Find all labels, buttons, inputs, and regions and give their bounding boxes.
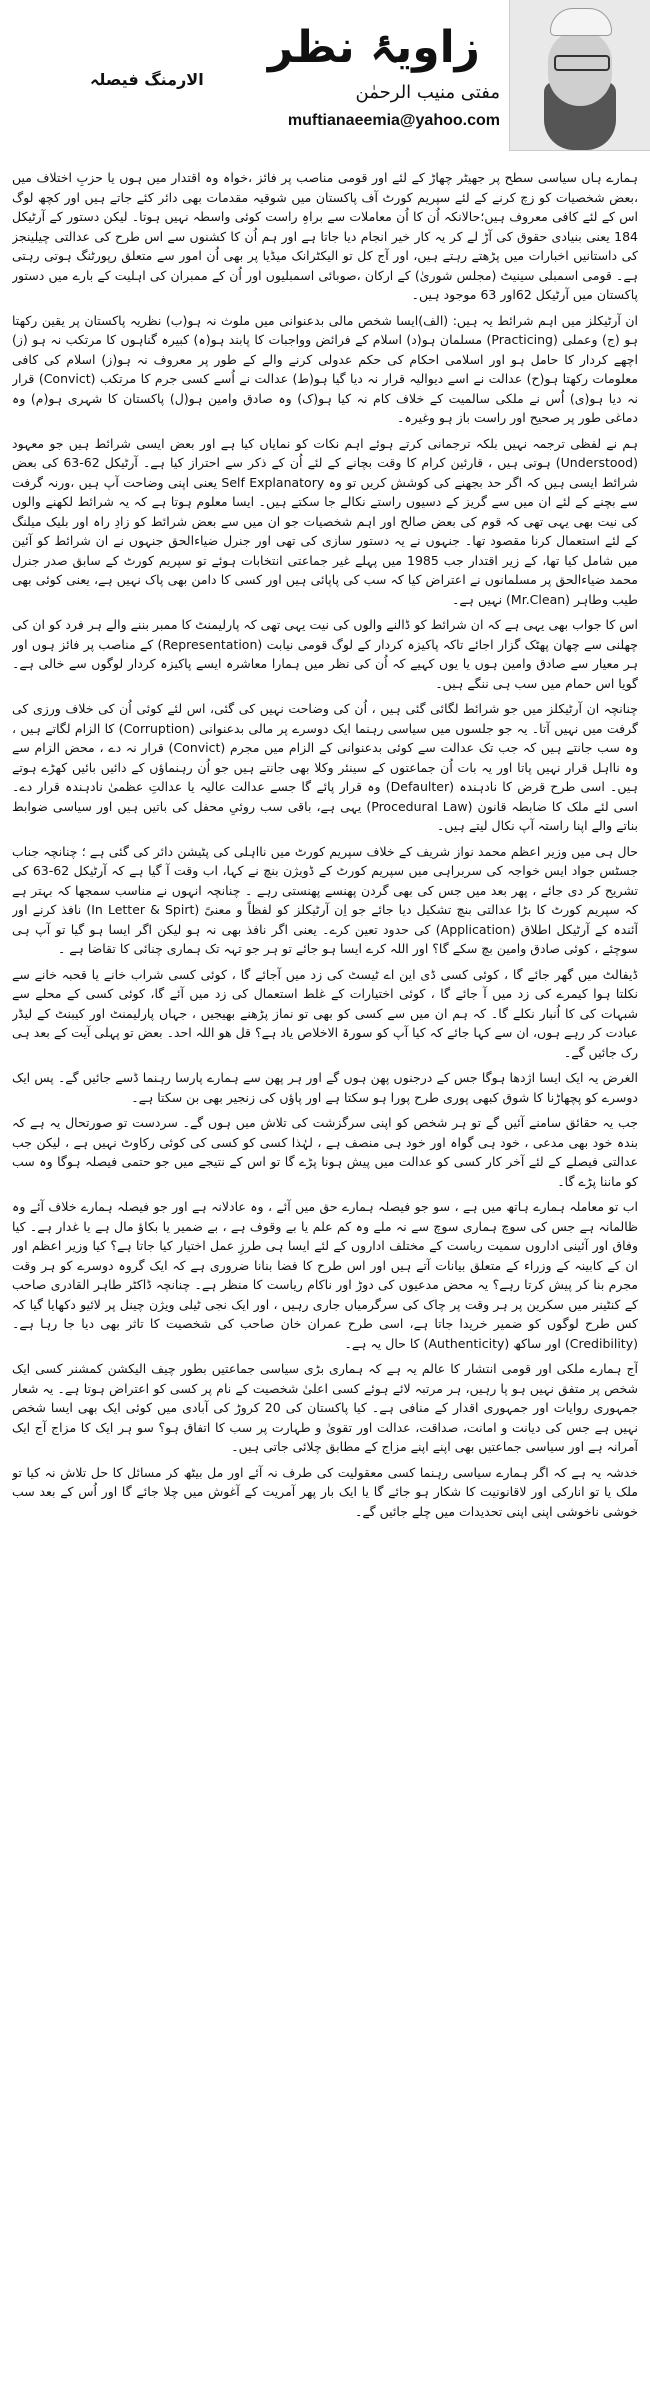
article-paragraph: آج ہمارے ملکی اور قومی انتشار کا عالم یہ ہے کہ ہماری بڑی سیاسی جماعتیں بطور چیف الیکشن کمشنر کسی ایک شخص پر متفق نہیں ہو پا رہیں، ہر مرتبہ لائے ہوئے کسی اعلیٰ شخصیت کے نام پر کسی کو اعتراض ہوتا ہے۔ یہ شعار جمہوری روایات اور جمہوری اقدار کے منافی ہے۔ کیا پاکستان کی 20 کروڑ کی آبادی میں کوئی ایک بھی ایسا شخص نہیں ہے جس کی دیانت و امانت، صداقت، عدالت اور تقویٰ و طہارت پر سب کا اتفاق ہو؟ سو ہر ایک کا مزاج آج ایک آمرانہ ہے اور سیاسی جماعتیں بھی اپنے اپنے مزاج کے مطابق چلائی جاتی ہیں۔ [12, 1361, 638, 1454]
article-paragraph: چنانچہ ان آرٹیکلز میں جو شرائط لگائی گئی ہیں ، اُن کی وضاحت نہیں کی گئی، اس لئے کوئی اُن کی خلاف ورزی کی گرفت میں نہیں آتا۔ یہ جو جلسوں میں سیاسی رہنما ایک دوسرے پر مالی بدعنوانی (Corruption) کا الزام لگاتے ہیں ، وہ سب جانتے ہیں کہ جب تک عدالت سے کوئی بدعنوانی کے الزام میں مجرم (Convict) قرار نہ دے ، محض الزام سے وہ نااہل قرار نہیں پاتا اور یہ بات اُن جماعتوں کے سینئر وکلا بھی جانتے ہیں جو اُن رہنماؤں کے دائیں بائیں کھڑے ہوتے ہیں۔ اسی طرح قرض کا نادہندہ (Defaulter) وہ قرار پائے گا جسے عدالت عالیہ یا عدالتِ عظمیٰ نادہندہ قرار دے۔ اسی لئے ملک کا ضابطہ قانون (Procedural Law) یہی ہے، باقی سب روئیِ محفل کی باتیں ہیں اور سیاسی ضوابط بناتے والے اپنا راستہ آپ نکال لیتے ہیں۔ [12, 701, 638, 833]
article-paragraph: اب تو معاملہ ہمارے ہاتھ میں ہے ، سو جو فیصلہ ہمارے حق میں آئے ، وہ عادلانہ ہے اور جو فیصلہ ہمارے خلاف آئے وہ ظالمانہ ہے جس کی سوچ ہماری سوچ سے نہ ملے وہ کم علم یا بے وقوف ہے ، بے ضمیر یا بکاؤ مال ہے یا غدار ہے۔ کیا وفاق اور آئینی اداروں سمیت ریاست کے مختلف اداروں کے لئے ایسا ہی طرزِ عمل اختیار کیا جاتا ہے؟ کیا وزیر اعظم اور ان کے کابینہ کے وزراء کے متعلق بیانات آتے ہیں اور اس طرح کا فضا بنانا ضروری ہے کہ ایک گروہ دوسرے کو ہر وقت مجرم بنا کر پیش کرتا رہے؟ یہ محض مدعیوں کی دوڑ اور ناکام ریاست کا منظر ہے۔ چنانچہ ڈاکٹر طاہر القادری صاحب کے کنٹینر میں سکرین پر ہر وقت پر چاک کی سرگرمیاں جاری رہیں ، اور ایک نجی ٹیلی ویژن چینل پر لائیو دکھایا گیا کہ کس طرح لوگوں کو ضمیر خریدا جاتا ہے، اسی طرح عمران خان صاحب کی شخصیت کا تاثر بھی دیا جا رہا ہے۔ (Credibility) اور ساکھ (Authenticity) کا حال یہ ہے۔ [12, 1199, 638, 1351]
article-paragraph: ہمارے ہاں سیاسی سطح پر جھیٹر چھاڑ کے لئے اور قومی مناصب پر فائز ،خواہ وہ اقتدار میں ہوں یا حزبِ اختلاف میں ،بعض شخصیات کو زچ کرنے کے لئے سپریم کورٹ آف پاکستان میں شوقیہ مقدمات بھی دائر کئے جاتے ہیں اور کچھ لوگ اس کے لئے کافی معروف ہیں؛حالانکہ اُن کا اُن معاملات سے براہِ راست کوئی واسطہ نہیں ہوتا۔ لیکن دستور کے آرٹیکل 184 یعنی بنیادی حقوق کی آڑ لے کر یہ کار خیر انجام دیا جاتا ہے اور ہم اُن کا کشنوں سے اس طرح کی عدالتی چیلینجز کی داستانیں اخبارات میں پڑھتے رہتے ہیں، اور آج کل تو الیکٹرانک میڈیا پر بھی اُن امور سے متعلق رپورٹنگ ہوتی رہتی ہے۔ قومی اسمبلی سینیٹ (مجلس شوریٰ) کے ارکان ،صوبائی اسمبلیوں اور اُن کے ممبران کی اہلیت کے بارے میں دستور پاکستان میں آرٹیکل 62اور 63 موجود ہیں۔ [12, 170, 638, 302]
column-logo: زاویۂ نظر [267, 22, 480, 73]
article-paragraph: ان آرٹیکلز میں اہم شرائط یہ ہیں: (الف)ایسا شخص مالی بدعنوانی میں ملوث نہ ہو(ب) نظریہ پاکستان پر یقین رکھتا ہو (ج) وعملی (Practicing) مسلمان ہو(د) اسلام کے فرائض وواجبات کا پابند ہو(ہ) کبیرہ گناہوں کا مرتکب نہ ہو (ز) اچھے کردار کا حامل ہو اور اسلامی احکام کی حکم عدولی کرنے والے کے طور پر معروف نہ ہو(ز) اسلام کی کافی معلومات رکھتا ہو(ح) عدالت نے اسے دیوالیہ قرار نہ دیا گیا ہو(ط) عدالت نے اُسے کسی جرم کا مرتکب (Convict) قرار نہ دیا ہو(ی) اُس نے ملکی سالمیت کے خلاف کام نہ کیا ہو(ک) وہ صادق وامین ہو(ل) پاکستان کا شہری ہو(م) وہ دماغی طور پر صحیح اور راست باز ہو وغیرہ۔ [12, 312, 638, 425]
article-paragraph: ہم نے لفظی ترجمہ نہیں بلکہ ترجمانی کرتے ہوئے اہم نکات کو نمایاں کیا ہے اور بعض ایسی شرائط ہیں جو معہود (Understood) ہوتی ہیں ، قارئین کرام کا وقت بچانے کے لئے اُن کے ذکر سے احتراز کیا ہے۔ آرٹیکل 62-63 کی بعض شرائط ایسی ہیں کہ اگر حد بجھنے کی کوشش کریں تو وہ Self Explanatory یعنی اپنی وضاحت آپ ہیں ،ورنہ گرفت سے بچنے کے لئے ان میں سے گریز کے دسیوں راستے نکالے جا سکتے ہیں۔ ایسا معلوم ہوتا ہے کہ یہ شرائط لکھنے والوں کی نیت بھی یہی تھی کہ قوم کی بعض صالح اور اہم شخصیات جو ان میں سے بعض شرائط کو زادِ راہ اور بلیک میلنگ کے لئے استعمال کرنا مقصود تھا۔ جنہوں نے یہ دستور سازی کی تھی اور جنرل ضیاءالحق جنہوں نے ان شرائط کو آئین میں شامل کیا تھا، کے زیر اقتدار جب 1985 میں پہلے غیر جماعتی انتخابات ہوئے تو سپریم کورٹ کے سابق صدر جنرل محمد ضیاءالحق پر مسلمانوں نے اعتراض کیا کہ سب کی پاپائی ہیں اور کسی کا دامن بھی پاک نہیں ہے، یعنی کوئی بھی طیب وطاہر (Mr.Clean) نہیں ہے۔ [12, 435, 638, 607]
author-photo [509, 0, 650, 151]
author-email[interactable]: muftianaeemia@yahoo.com [287, 112, 500, 129]
photo-cap [550, 8, 612, 36]
article-paragraph: الغرض یہ ایک ایسا اژدھا ہوگا جس کے درجنوں پھن ہوں گے اور ہر پھن سے ہمارے پارسا رہنما ڈسے جائیں گے۔ پس ایک دوسرے کو پچھاڑنا کا شوق کبھی پوری طرح پورا ہو سکتا ہے اور پاؤں کی زنجیر بھی بن سکتا ہے۔ [12, 1070, 638, 1105]
column-header [0, 0, 650, 160]
article-paragraph: ڈیفالٹ میں گھر جائے گا ، کوئی کسی ڈی این اے ٹیسٹ کی زد میں آجائے گا ، کوئی کسی شراب خانے یا قحبہ خانے سے نکلتا ہوا کیمرے کی زد میں آ جائے گا ، کوئی اختیارات کے غلط استعمال کی زد میں آئے گا، کوئی کسی کے محلے سے شبہات کی کا اُنبار نکلے گا۔ کہ ہم ان میں سے کسی کو بھی تو نماز پڑھنے بھیجیں ، جہاں پارلیمنٹ اور کیبنٹ کے لیڈر عبادت کر رہے ہوں، ان سے کہا جائے کہ کیا آپ کو سورۃ الاخلاص یاد ہے؟ قل ھو اللہ احد۔ بعض تو پہلی آیت کے بعد ہی رک جائیں گے۔ [12, 966, 638, 1060]
article-paragraph: اس کا جواب بھی یہی ہے کہ ان شرائط کو ڈالنے والوں کی نیت یہی تھی کہ پارلیمنٹ کا ممبر بننے والے ہر فرد کو ان کی چھلنی سے چھان پھٹک گزار اجائے تاکہ پاکیزہ کردار کے لوگ قومی نیابت (Representation) کے مناصب پر فائز ہوں اور ہر معیار سے صادق وامین ہوں یا یوں کہیے کہ اُن کی نظر میں ہمارا معاشرہ ایسے پاکیزہ کردار لوگوں سے خالی ہے۔ گویا اس حمام میں سب ہی ننگے ہیں۔ [12, 617, 638, 691]
photo-glasses [554, 55, 610, 71]
article-paragraph: حال ہی میں وزیر اعظم محمد نواز شریف کے خلاف سپریم کورٹ میں نااہلی کی پٹیشن دائر کی گئی ہے ؛ چنانچہ جناب جسٹس جواد ایس خواجہ کی سربراہی میں سپریم کورٹ کے ڈویژن بنچ نے کہا، اب وقت آ گیا ہے کہ آرٹیکل 62-63 کی تشریح کر دی جائے ، پھر بعد میں جس کی بھی گردن پھنسے پھنستی رہے ۔ چنانچہ انہوں نے مناسب سمجھا کہ بہتر ہے کہ سپریم کورٹ کا بڑا عدالتی بنچ تشکیل دیا جائے جو اِن آرٹیکلز کو لفظاً و معنیً (In Letter & Spirt) نافذ کرنے اور آئندہ کے آرٹیکل اطلاق (Application) کی حدود تعین کرے۔ یعنی اگر نافذ بھی نہ ہو لیکن اگر ایسا ہو گیا تو آپ ہی سوچئے ، کوئی صادق وامین بچ سکے گا؟ اور اللہ کرے ایسا ہو جائے تو ہر جو تہہ تک ہماری چنائی کا تقاضا ہے ۔ [12, 843, 638, 956]
article-paragraph: خدشہ یہ ہے کہ اگر ہمارے سیاسی رہنما کسی معقولیت کی طرف نہ آئے اور مل بیٹھ کر مسائل کا حل تلاش نہ کیا تو ملک یا تو انارکی اور لاقانونیت کا شکار ہو جائے گا یا ایک بار پھر آمریت کے آغوش میں چلا جائے گا اور اُس کے بعد سب خوشی ناخوشی اپنی اپنی تحدیدات میں چلے جائیں گے۔ [12, 1464, 638, 1519]
author-name: مفتی منیب الرحمٰن [355, 82, 500, 103]
article-body [12, 168, 638, 2398]
article-paragraph: جب یہ حقائق سامنے آئیں گے تو ہر شخص کو اپنی سرگزشت کی تلاش میں ہوں گے۔ سردست تو صورتحال یہ ہے کہ بندہ خود بھی مدعی ، خود ہی گواہ اور خود ہی منصف ہے ، لہٰذا کسی کو کسی کی کوئی رکاوٹ نہیں ہے ، لیکن جب عدالتی فیصلے کے لئے آخر کار کسی کو عدالت میں پیش ہونا پڑے گا تو اس کے نتیجے میں جو حتمی فیصلہ ہوگا وہ سب کو ماننا پڑے گا۔ [12, 1115, 638, 1189]
column-subtitle: الارمنگ فیصلہ [90, 70, 204, 89]
